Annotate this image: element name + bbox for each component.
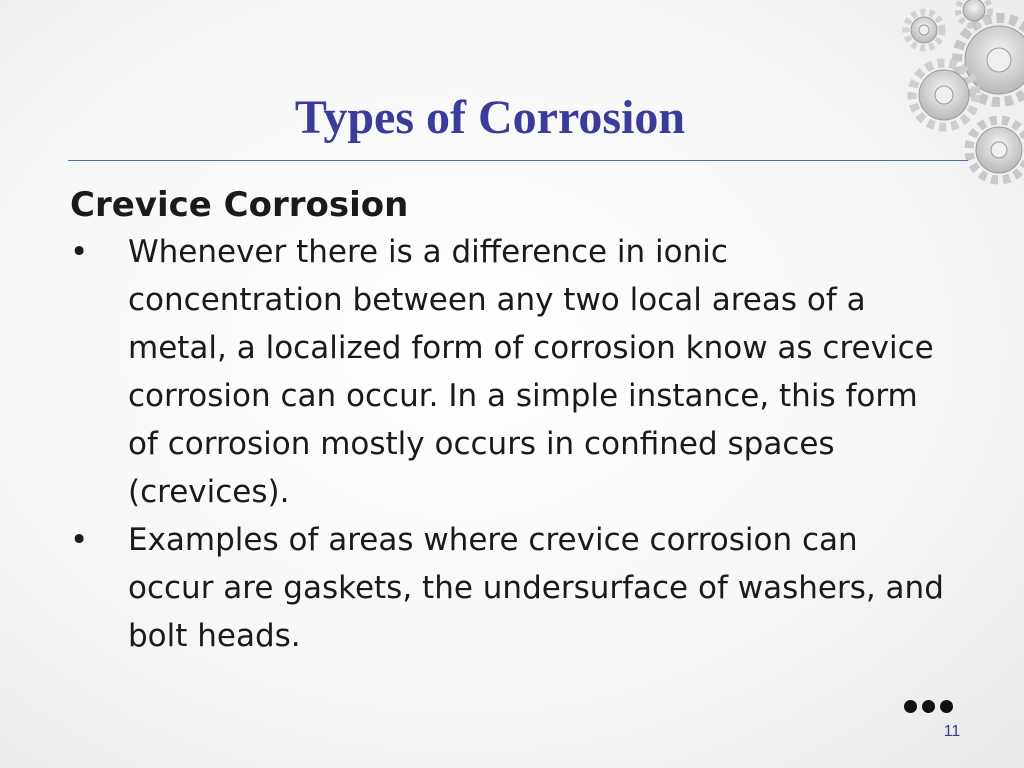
slide-content [70,182,950,660]
bullet-text: Examples of areas where crevice corrosion can occur are gaskets, the undersurface of washers, and bolt heads. [128,522,944,654]
title-divider [68,160,968,161]
dot [904,700,917,713]
bullet-item [70,516,950,660]
bullet-item [70,228,950,516]
more-dots-icon [904,700,953,713]
dot [922,700,935,713]
bullet-icon: • [70,234,89,270]
bullet-text: Whenever there is a difference in ionic concentration between any two local areas of a metal, a localized form of corrosion know as crevice corrosion can occur. In a simple instance, this form of corrosion mostly occurs in confined spaces (crevices). [128,234,934,510]
page-number: 11 [943,723,961,740]
bullet-icon: • [70,522,89,558]
dot [940,700,953,713]
section-subheading: Crevice Corrosion [70,185,409,225]
slide-title: Types of Corrosion [294,91,686,144]
bullet-list [70,228,950,660]
